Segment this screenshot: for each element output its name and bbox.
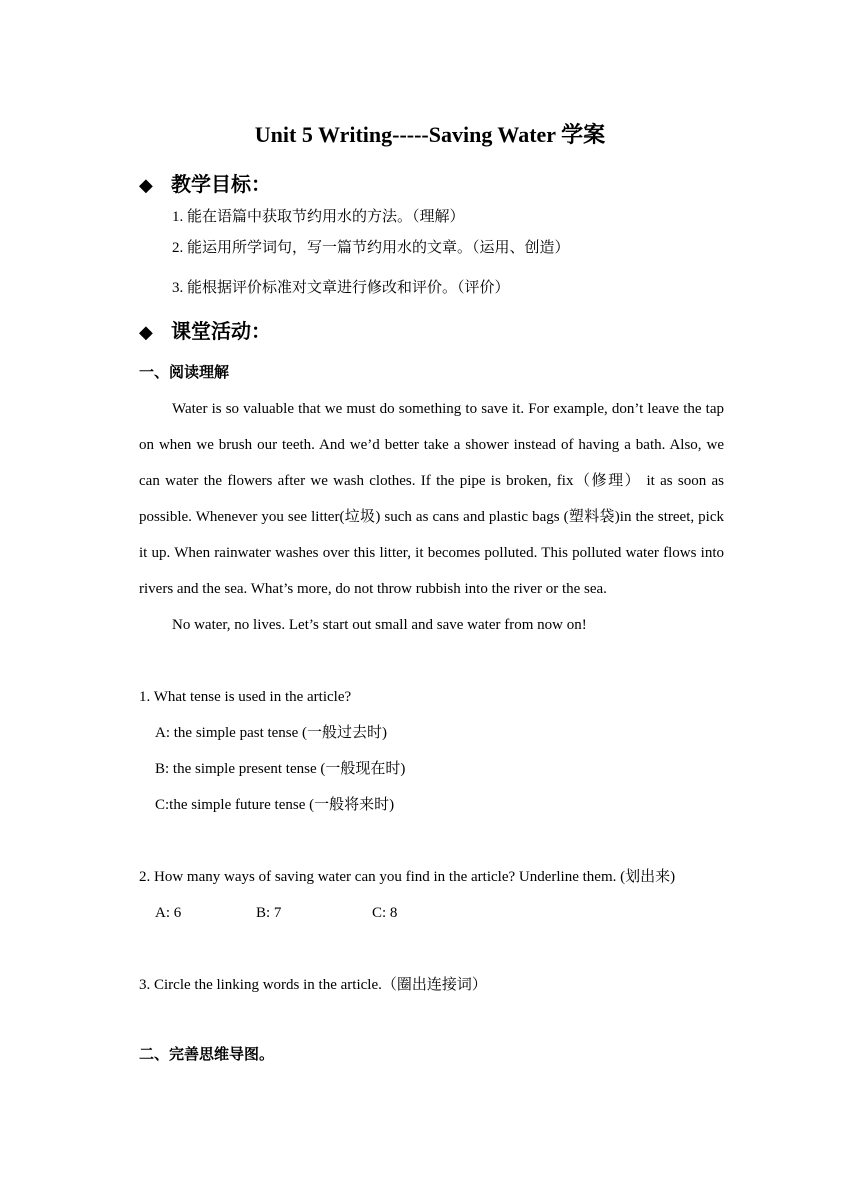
reading-passage bbox=[139, 391, 724, 643]
passage-paragraph: No water, no lives. Let’s start out small and save water from now on! bbox=[172, 617, 587, 633]
section-teaching-goals bbox=[139, 171, 271, 199]
question-2-option-b: B: 7 bbox=[256, 905, 282, 921]
question-2-option-a: A: 6 bbox=[155, 905, 182, 921]
question-1: 1. What tense is used in the article? bbox=[139, 689, 352, 705]
question-1-option-b: B: the simple present tense (一般现在时) bbox=[155, 761, 406, 777]
goal-item: 2. 能运用所学词句，写一篇节约用水的文章。（运用、创造） bbox=[172, 240, 570, 256]
section-class-activities bbox=[139, 318, 271, 346]
question-2: 2. How many ways of saving water can you find in the article? Underline them. (划出来) bbox=[139, 869, 676, 885]
question-2-option-c: C: 8 bbox=[372, 905, 398, 921]
goal-item: 3. 能根据评价标准对文章进行修改和评价。（评价） bbox=[172, 280, 510, 296]
passage-paragraph: Water is so valuable that we must do something to save it. For example, don’t leave the tap on when we brush our teeth. And we’d better take a shower instead of having a bath. Also, we can water the flowers after we wash clothes. If the pipe is broken, fix（修理） it as soon as possible. Whenever you see litter(垃圾) such as cans and plastic bags (塑料袋)in the street, pick it up. When rainwater washes over this litter, it becomes polluted. This polluted water flows into rivers and the sea. What’s more, do not throw rubbish into the river or the sea. bbox=[139, 401, 724, 597]
page-title: Unit 5 Writing-----Saving Water 学案 bbox=[254, 122, 606, 147]
question-1-option-a: A: the simple past tense (一般过去时) bbox=[155, 725, 388, 741]
part-heading-reading: 一、阅读理解 bbox=[139, 365, 230, 381]
goal-item: 1. 能在语篇中获取节约用水的方法。（理解） bbox=[172, 209, 465, 225]
section-heading: 教学目标： bbox=[171, 174, 271, 196]
section-heading: 课堂活动： bbox=[171, 321, 271, 343]
diamond-bullet-icon: ◆ bbox=[139, 175, 153, 195]
diamond-bullet-icon: ◆ bbox=[139, 322, 153, 342]
question-3: 3. Circle the linking words in the article.（圈出连接词） bbox=[139, 977, 487, 993]
part-heading-mindmap: 二、完善思维导图。 bbox=[139, 1047, 275, 1063]
question-1-option-c: C:the simple future tense (一般将来时) bbox=[155, 797, 395, 813]
